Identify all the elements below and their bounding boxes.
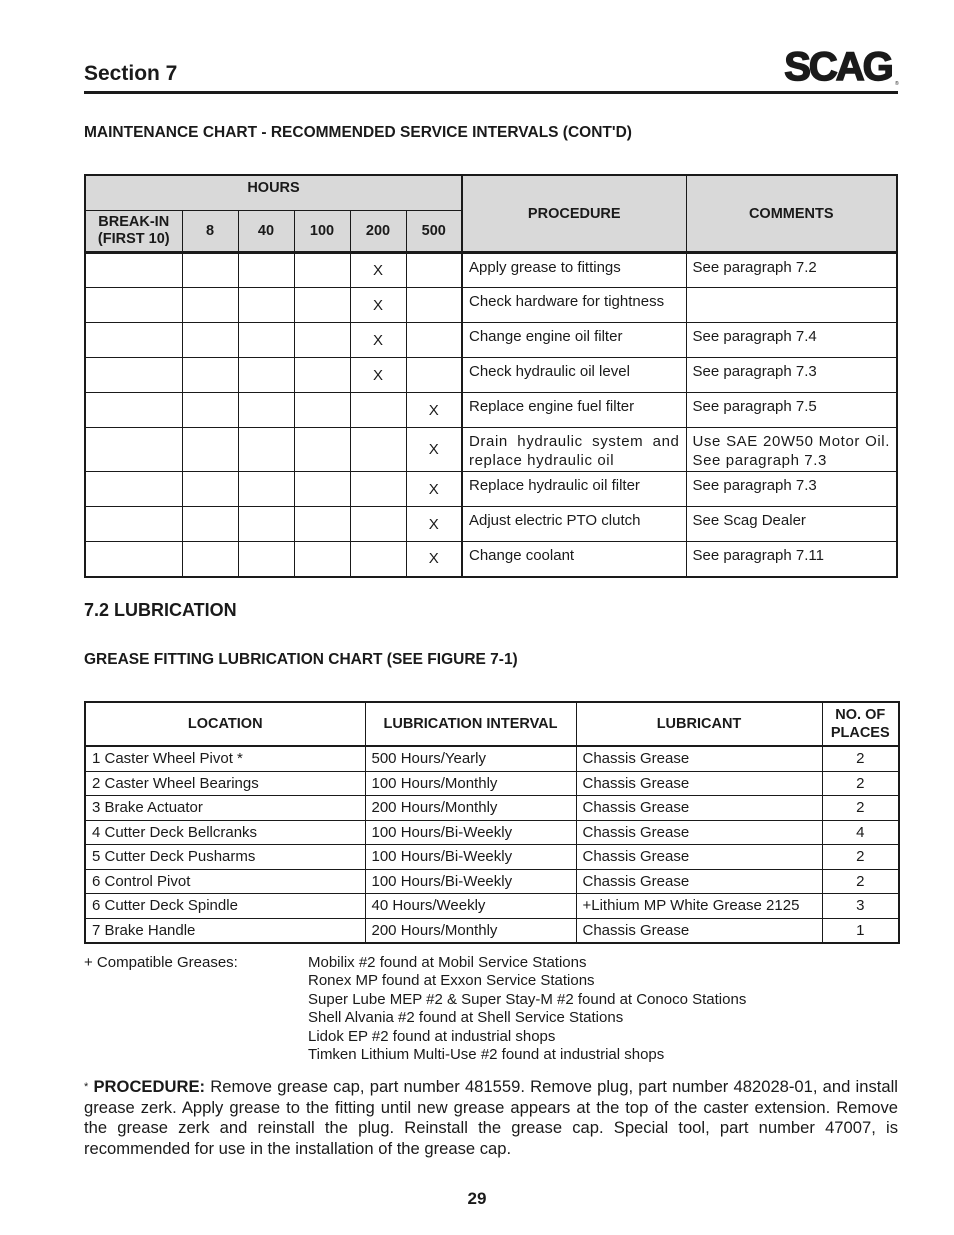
location-cell: 1 Caster Wheel Pivot * — [85, 746, 365, 771]
hour-cell — [85, 358, 182, 393]
location-cell: 6 Cutter Deck Spindle — [85, 894, 365, 919]
interval-cell: 200 Hours/Monthly — [365, 796, 576, 821]
hour-column-header: BREAK-IN (FIRST 10) — [85, 211, 182, 253]
hour-column-header: 8 — [182, 211, 238, 253]
comment-cell: See Scag Dealer — [686, 507, 897, 542]
location-cell: 5 Cutter Deck Pusharms — [85, 845, 365, 870]
hour-cell — [182, 472, 238, 507]
lubrication-row — [85, 746, 899, 771]
lubrication-row — [85, 845, 899, 870]
hour-cell — [294, 507, 350, 542]
lubricant-cell: Chassis Grease — [576, 918, 822, 943]
hour-cell: X — [350, 358, 406, 393]
hour-column-header: 100 — [294, 211, 350, 253]
hour-cell — [238, 288, 294, 323]
procedure-cell: Replace engine fuel filter — [462, 393, 686, 428]
maintenance-row — [85, 507, 897, 542]
procedure-text: Remove grease cap, part number 481559. Remove plug, part number 482028-01, and install grease zerk. Apply grease to the fitting until new grease appears at the top of the caster extension. Remove the grease zerk and reinstall the plug. Reinstall the grease cap. Special tool, part number 47007, is recommended for use in the installation of the grease cap. — [84, 1077, 898, 1158]
interval-cell: 100 Hours/Bi-Weekly — [365, 820, 576, 845]
hour-cell — [182, 393, 238, 428]
hour-cell: X — [406, 472, 462, 507]
svg-text:®: ® — [895, 81, 899, 87]
interval-header: LUBRICATION INTERVAL — [365, 702, 576, 746]
compatible-greases-label: + Compatible Greases: — [84, 954, 238, 971]
hour-cell — [182, 323, 238, 358]
procedure-paragraph — [84, 1077, 898, 1159]
hour-cell — [238, 323, 294, 358]
hour-cell — [294, 253, 350, 288]
location-cell: 3 Brake Actuator — [85, 796, 365, 821]
procedure-cell: Apply grease to fittings — [462, 253, 686, 288]
interval-cell: 100 Hours/Bi-Weekly — [365, 845, 576, 870]
procedure-cell: Replace hydraulic oil filter — [462, 472, 686, 507]
procedure-cell: Drain hydraulic system and replace hydraulic oil — [462, 428, 686, 472]
lubricant-cell: Chassis Grease — [576, 845, 822, 870]
procedure-asterisk: * — [84, 1081, 89, 1093]
comment-cell: Use SAE 20W50 Motor Oil. See paragraph 7.3 — [686, 428, 897, 472]
hour-cell — [182, 288, 238, 323]
maintenance-row — [85, 288, 897, 323]
hour-cell — [85, 393, 182, 428]
procedure-label: PROCEDURE: — [93, 1077, 206, 1096]
compatible-greases-list — [308, 954, 746, 1064]
hour-cell — [350, 428, 406, 472]
compatible-grease-item: Ronex MP found at Exxon Service Stations — [308, 972, 595, 990]
procedure-cell: Change coolant — [462, 542, 686, 577]
hour-cell — [294, 323, 350, 358]
hour-cell — [294, 358, 350, 393]
hour-cell — [85, 542, 182, 577]
interval-cell: 40 Hours/Weekly — [365, 894, 576, 919]
lubrication-heading: 7.2 LUBRICATION — [84, 600, 237, 620]
hour-cell — [350, 393, 406, 428]
hours-header: HOURS — [85, 175, 462, 211]
places-cell: 4 — [822, 820, 899, 845]
comment-cell: See paragraph 7.11 — [686, 542, 897, 577]
interval-cell: 200 Hours/Monthly — [365, 918, 576, 943]
hour-cell — [238, 358, 294, 393]
location-cell: 4 Cutter Deck Bellcranks — [85, 820, 365, 845]
page-number: 29 — [467, 1189, 487, 1208]
hour-cell — [85, 428, 182, 472]
lubricant-cell: +Lithium MP White Grease 2125 — [576, 894, 822, 919]
section-title: Section 7 — [84, 62, 178, 85]
hour-cell — [238, 253, 294, 288]
hour-cell — [406, 358, 462, 393]
lubricant-header: LUBRICANT — [576, 702, 822, 746]
places-cell: 3 — [822, 894, 899, 919]
hour-cell — [182, 428, 238, 472]
comment-cell: See paragraph 7.4 — [686, 323, 897, 358]
lubricant-cell: Chassis Grease — [576, 771, 822, 796]
hour-cell — [182, 542, 238, 577]
lubrication-row — [85, 820, 899, 845]
hour-cell — [350, 507, 406, 542]
lubrication-row — [85, 771, 899, 796]
compatible-grease-item: Super Lube MEP #2 & Super Stay-M #2 found at Conoco Stations — [308, 990, 747, 1008]
hour-column-header: 500 — [406, 211, 462, 253]
hour-cell — [182, 507, 238, 542]
hour-cell — [294, 393, 350, 428]
hour-cell: X — [406, 393, 462, 428]
hour-cell: X — [350, 253, 406, 288]
comment-cell: See paragraph 7.2 — [686, 253, 897, 288]
hour-cell — [294, 472, 350, 507]
hour-cell: X — [350, 288, 406, 323]
hour-cell — [238, 393, 294, 428]
places-cell: 2 — [822, 771, 899, 796]
maintenance-row — [85, 323, 897, 358]
lubricant-cell: Chassis Grease — [576, 796, 822, 821]
hour-cell — [238, 428, 294, 472]
lubricant-cell: Chassis Grease — [576, 820, 822, 845]
procedure-cell: Check hardware for tightness — [462, 288, 686, 323]
hour-cell — [294, 428, 350, 472]
hour-cell: X — [406, 507, 462, 542]
places-cell: 2 — [822, 869, 899, 894]
grease-chart-heading: GREASE FITTING LUBRICATION CHART (SEE FIGURE 7-1) — [84, 651, 518, 668]
hour-cell: X — [406, 542, 462, 577]
compatible-grease-item: Shell Alvania #2 found at Shell Service Stations — [308, 1009, 624, 1027]
location-cell: 7 Brake Handle — [85, 918, 365, 943]
hour-cell — [182, 253, 238, 288]
hour-cell — [350, 472, 406, 507]
header-divider — [84, 91, 898, 94]
maintenance-chart-table — [84, 174, 898, 578]
places-cell: 1 — [822, 918, 899, 943]
lubrication-row — [85, 894, 899, 919]
hour-cell — [294, 542, 350, 577]
hour-cell — [85, 288, 182, 323]
maintenance-row — [85, 358, 897, 393]
hour-cell: X — [406, 428, 462, 472]
maintenance-row — [85, 393, 897, 428]
hour-cell — [238, 472, 294, 507]
hour-cell — [350, 542, 406, 577]
places-header: NO. OF PLACES — [822, 702, 899, 746]
location-header: LOCATION — [85, 702, 365, 746]
procedure-cell: Check hydraulic oil level — [462, 358, 686, 393]
location-cell: 2 Caster Wheel Bearings — [85, 771, 365, 796]
hour-cell — [406, 288, 462, 323]
interval-cell: 100 Hours/Monthly — [365, 771, 576, 796]
hour-column-header: 40 — [238, 211, 294, 253]
comment-cell: See paragraph 7.5 — [686, 393, 897, 428]
grease-lubrication-table — [84, 701, 900, 944]
interval-cell: 500 Hours/Yearly — [365, 746, 576, 771]
interval-cell: 100 Hours/Bi-Weekly — [365, 869, 576, 894]
maintenance-chart-heading: MAINTENANCE CHART - RECOMMENDED SERVICE INTERVALS (CONT'D) — [84, 124, 632, 141]
location-cell: 6 Control Pivot — [85, 869, 365, 894]
lubrication-row — [85, 869, 899, 894]
compatible-grease-item: Lidok EP #2 found at industrial shops — [308, 1027, 556, 1045]
compatible-grease-item: Timken Lithium Multi-Use #2 found at industrial shops — [308, 1046, 665, 1064]
hour-cell — [182, 358, 238, 393]
procedure-header: PROCEDURE — [462, 175, 686, 253]
maintenance-row — [85, 253, 897, 288]
scag-logo — [778, 44, 898, 88]
hour-column-header: 200 — [350, 211, 406, 253]
lubricant-cell: Chassis Grease — [576, 746, 822, 771]
hour-cell — [85, 323, 182, 358]
places-cell: 2 — [822, 796, 899, 821]
maintenance-row — [85, 542, 897, 577]
hour-cell — [406, 253, 462, 288]
svg-text:SCAG: SCAG — [784, 45, 892, 89]
hour-cell: X — [350, 323, 406, 358]
hour-cell — [85, 472, 182, 507]
hour-cell — [85, 507, 182, 542]
hour-cell — [406, 323, 462, 358]
hour-cell — [85, 253, 182, 288]
compatible-grease-item: Mobilix #2 found at Mobil Service Stations — [308, 954, 587, 971]
maintenance-row — [85, 428, 897, 472]
comments-header: COMMENTS — [686, 175, 897, 253]
comment-cell: See paragraph 7.3 — [686, 472, 897, 507]
lubrication-row — [85, 796, 899, 821]
places-cell: 2 — [822, 845, 899, 870]
procedure-cell: Change engine oil filter — [462, 323, 686, 358]
maintenance-row — [85, 472, 897, 507]
hour-cell — [294, 288, 350, 323]
lubricant-cell: Chassis Grease — [576, 869, 822, 894]
procedure-cell: Adjust electric PTO clutch — [462, 507, 686, 542]
places-cell: 2 — [822, 746, 899, 771]
comment-cell — [686, 288, 897, 323]
hour-cell — [238, 542, 294, 577]
hour-cell — [238, 507, 294, 542]
comment-cell: See paragraph 7.3 — [686, 358, 897, 393]
lubrication-row — [85, 918, 899, 943]
